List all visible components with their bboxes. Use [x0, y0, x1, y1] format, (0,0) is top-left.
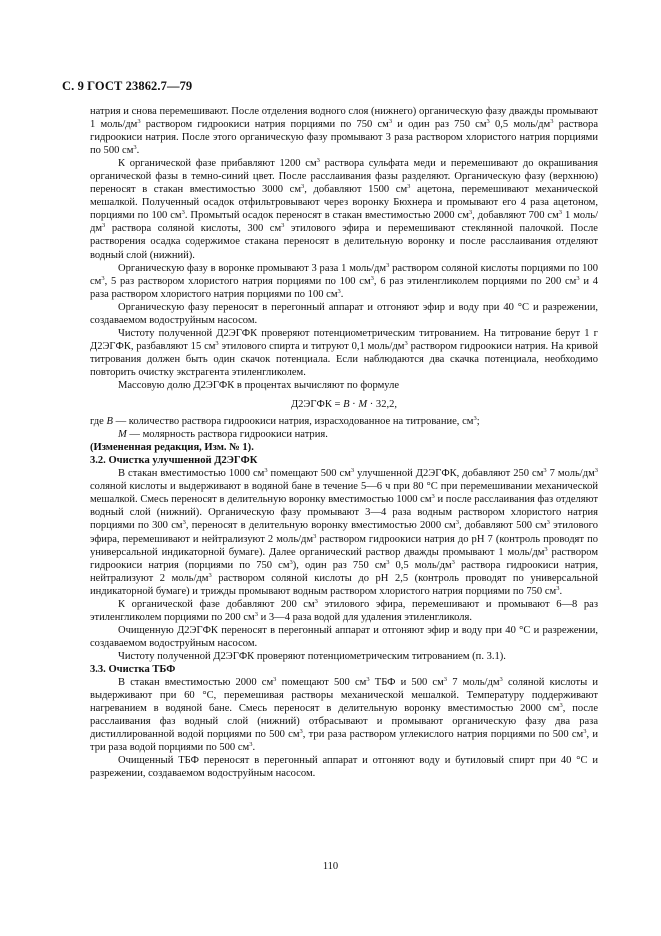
section-3-2-heading: 3.2. Очистка улучшенной Д2ЭГФК — [90, 455, 258, 467]
formula-legend — [90, 415, 598, 441]
paragraph-7: В стакан вместимостью 1000 $см^3$ помещают 500 $см^3$ улучшенной Д2ЭГФК, добавляют 250 $см^3$ 7 моль/$дм^3$ соляной кислоты и выдерживают в водяной бане в течение 5—6 ч при 80 °С при перемешивании механической мешалкой. Смесь переносят в делительную воронку вместимостью 1000 $см^3$ и после расслаивания фаз отделяют водный слой (нижний). Органическую фазу промывают 3—4 раза водным раствором хлористого натрия порциями по 300 $см^3$, переносят в делительную воронку вместимостью 2000 $см^3$, добавляют 500 $см^3$ этилового эфира, перемешивают и нейтрализуют 2 моль/$дм^3$ раствором гидроокиси натрия до рН 7 (контроль проводят по универсальной индикаторной бумаге). Далее органический раствор дважды промывают 1 моль/$дм^3$ раствором гидроокиси натрия (порциями по 750 $см^3$), один раз 750 $см^3$ 0,5 моль/$дм^3$ раствора гидроокиси натрия, нейтрализуют 2 моль/$дм^3$ раствором соляной кислоты до рН 2,5 (контроль проводят по универсальной индикаторной бумаге) и трижды промывают водным раствором хлористого натрия порциями по 750 $см^3$. — [90, 467, 599, 597]
amendment-note: (Измененная редакция, Изм. № 1). — [90, 442, 254, 454]
paragraph-2: К органической фазе прибавляют 1200 $см^3$ раствора сульфата меди и перемешивают до окрашивания органической фазы в темно-синий цвет. После расслаивания фазы разделяют. Органическую фазу (верхнюю) переносят в стакан вместимостью 3000 $см^3$, добавляют 1500 $см^3$ ацетона, перемешивают механической мешалкой. Полученный осадок отфильтровывают через воронку Бюхнера и промывают его 4 раза ацетоном, порциями по 100 $см^3$. Промытый осадок переносят в стакан вместимостью 2000 $см^3$, добавляют 700 $см^3$ 1 моль/$дм^3$ раствора соляной кислоты, 300 $см^3$ этилового эфира и перемешивают стеклянной палочкой. После растворения осадка содержимое стакана переносят в делительную воронку и после расслаивания отделяют водный слой (нижний). — [90, 157, 599, 261]
paragraph-12: Очищенный ТБФ переносят в перегонный аппарат и отгоняют воду и бутиловый спирт при 40 °С и разрежении, создаваемом водоструйным насосом. — [90, 755, 598, 780]
section-3-3-heading: 3.3. Очистка ТБФ — [90, 663, 176, 675]
paragraph-1: натрия и снова перемешивают. После отделения водного слоя (нижнего) органическую фазу дважды промывают 1 моль/$дм^3$ раствором гидроокиси натрия порциями по 750 $см^3$ и один раз 750 $см^3$ 0,5 моль/$дм^3$ раствора гидроокиси натрия. После этого органическую фазу промывают 3 раза раствором хлористого натрия порциями по 500 $см^3$. — [90, 106, 598, 157]
formula: Д2ЭГФК = B · M · 32,2, — [290, 399, 398, 411]
page-number: 110 — [322, 861, 339, 872]
paragraph-3: Органическую фазу в воронке промывают 3 раза 1 моль/$дм^3$ раствором соляной кислоты порциями по 100 $см^3$, 5 раз раствором хлористого натрия порциями по 100 $см^3$, 6 раз этиленгликолем порциями по 200 $см^3$ и 4 раза раствором хлористого натрия порциями по 100 $см^3$. — [90, 261, 598, 300]
paragraph-8: К органической фазе добавляют 200 $см^3$ этилового эфира, перемешивают и промывают 6—8 раз этиленгликолем порциями по 200 $см^3$ и 3—4 раза водой для удаления этиленгликоля. — [90, 597, 598, 623]
legend-b: где B — количество раствора гидроокиси натрия, израсходованное на титрование, $см^3$; — [90, 415, 480, 428]
paragraph-9: Очищенную Д2ЭГФК переносят в перегонный аппарат и отгоняют эфир и воду при 40 °С и разрежении, создаваемом водоструйным насосом. — [90, 624, 598, 649]
paragraph-10: Чистоту полученной Д2ЭГФК проверяют потенциометрическим титрованием (п. 3.1). — [118, 650, 506, 662]
paragraph-11: В стакан вместимостью 2000 $см^3$ помещают 500 $см^3$ ТБФ и 500 $см^3$ 7 моль/$дм^3$ соляной кислоты и выдерживают при 60 °С, перемешивая растворы механической мешалкой. Температуру поддерживают нагреванием в водяной бане. Смесь переносят в делительную воронку вместимостью 2000 $см^3$, после расслаивания фаз водный слой (нижний) отбрасывают и промывают органическую фазу два раза дистиллированной водой порциями по 500 $см^3$, три раза раствором углекислого натрия порциями по 500 $см^3$, и три раза водой порциями по 500 $см^3$. — [90, 676, 598, 754]
page-header: С. 9 ГОСТ 23862.7—79 — [62, 79, 193, 93]
document-body — [90, 105, 598, 780]
legend-m: M — молярность раствора гидроокиси натрия. — [118, 429, 328, 441]
paragraph-5: Чистоту полученной Д2ЭГФК проверяют потенциометрическим титрованием. На титрование берут 1 г Д2ЭГФК, разбавляют 15 $см^3$ этилового спирта и титруют 0,1 моль/$дм^3$ раствором гидроокиси натрия. На кривой титрования должен быть один скачок потенциала. Если наблюдаются два скачка потенциала, необходимо повторить очистку экстрагента этиленгликолем. — [90, 327, 598, 378]
paragraph-6: Массовую долю Д2ЭГФК в процентах вычисляют по формуле — [118, 379, 400, 391]
paragraph-4: Органическую фазу переносят в перегонный аппарат и отгоняют эфир и воду при 40 °С и разрежении, создаваемом водоструйным насосом. — [90, 301, 598, 326]
